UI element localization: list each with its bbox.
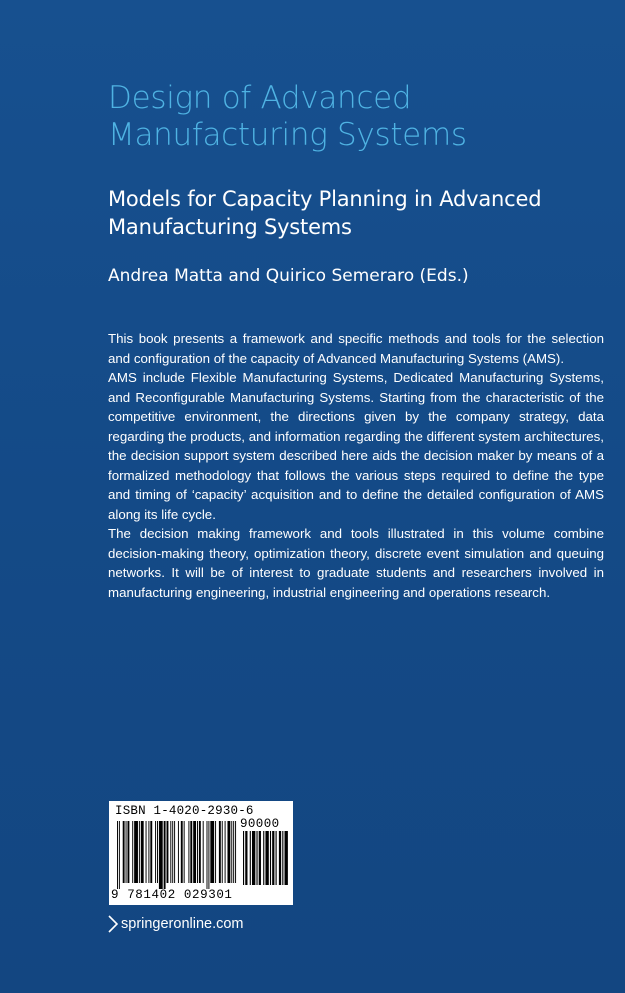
barcode-bar bbox=[172, 821, 173, 883]
barcode-bar bbox=[159, 821, 163, 889]
barcode-bar bbox=[285, 831, 288, 885]
barcode-bar bbox=[134, 821, 138, 883]
editors-line: Andrea Matta and Quirico Semeraro (Eds.) bbox=[108, 266, 469, 286]
book-description bbox=[108, 329, 604, 602]
barcode-bar bbox=[256, 831, 257, 885]
barcode-bar bbox=[245, 831, 247, 885]
barcode-bar bbox=[265, 831, 268, 885]
barcode-bar bbox=[170, 821, 171, 883]
barcode-bar bbox=[119, 821, 120, 889]
barcode-bar bbox=[188, 821, 189, 883]
barcode-bar bbox=[199, 821, 201, 883]
barcode-bar bbox=[155, 821, 156, 883]
barcode-bar bbox=[282, 831, 283, 885]
barcode-bar bbox=[252, 831, 255, 885]
barcode-bar bbox=[243, 831, 244, 885]
barcode-bar bbox=[231, 821, 232, 883]
barcode-bar bbox=[210, 821, 214, 883]
barcode-bar bbox=[167, 821, 169, 883]
barcode-bar bbox=[146, 821, 147, 883]
barcode-bar bbox=[181, 821, 183, 883]
addon-barcode-bars bbox=[243, 831, 289, 891]
barcode-bar bbox=[190, 821, 192, 883]
description-paragraph: The decision making framework and tools illustrated in this volume combine decision-making theory, optimization theory, discrete event simulation and queuing networks. It will be of interest to graduate students and researchers involved in manufacturing engineering, industrial engineering and operations research. bbox=[108, 526, 604, 600]
barcode-bar bbox=[235, 821, 236, 883]
barcode-bar bbox=[259, 831, 261, 885]
ean-digits: 9 781402 029301 bbox=[111, 888, 233, 902]
barcode-bar bbox=[193, 821, 196, 883]
chevron-right-icon bbox=[108, 915, 118, 933]
barcode-bar bbox=[174, 821, 175, 883]
barcode-bar bbox=[164, 821, 166, 889]
barcode-bar bbox=[117, 821, 118, 889]
series-title: Design of Advanced Manufacturing Systems bbox=[108, 80, 467, 153]
isbn-barcode bbox=[109, 801, 293, 905]
isbn-label: ISBN 1-4020-2930-6 bbox=[115, 804, 254, 818]
barcode-bar bbox=[178, 821, 179, 883]
description-paragraph: AMS include Flexible Manufacturing Systems, Dedicated Manufacturing Systems, and Reconfigurable Manufacturing Systems. Starting from the characteristic of the competitive environment, the directions given by the company strategy, data regarding the products, and information regarding the different system architectures, the decision support system described here aids the decision maker by means of a formalized methodology that follows the various steps required to define the type and timing of ‘capacity’ acquisition and to define the detailed configuration of AMS along its life cycle. bbox=[108, 370, 604, 522]
barcode-bar bbox=[263, 831, 264, 885]
barcode-bar bbox=[279, 831, 281, 885]
barcode-bar bbox=[272, 831, 274, 885]
barcode-bar bbox=[123, 821, 125, 883]
barcode-bar bbox=[222, 821, 223, 883]
barcode-bar bbox=[219, 821, 221, 883]
barcode-bar bbox=[233, 821, 234, 883]
barcode-bar bbox=[250, 831, 251, 885]
description-paragraph: This book presents a framework and specific methods and tools for the selection and configuration of the capacity of Advanced Manufacturing Systems (AMS). bbox=[108, 331, 604, 366]
barcode-bar bbox=[197, 821, 198, 883]
website-url[interactable]: springeronline.com bbox=[121, 916, 244, 932]
barcode-bar bbox=[208, 821, 209, 889]
barcode-bar bbox=[270, 831, 271, 885]
barcode-bar bbox=[127, 821, 129, 883]
barcode-bar bbox=[276, 831, 277, 885]
barcode-bar bbox=[148, 821, 149, 883]
publisher-website[interactable] bbox=[108, 915, 244, 933]
barcode-bar bbox=[203, 821, 204, 883]
barcode-bar bbox=[225, 821, 226, 883]
ean-barcode-bars bbox=[117, 821, 237, 889]
barcode-bar bbox=[157, 821, 158, 883]
barcode-bar bbox=[141, 821, 144, 883]
barcode-bar bbox=[139, 821, 140, 883]
price-code: 90000 bbox=[240, 817, 280, 831]
barcode-bar bbox=[215, 821, 216, 883]
barcode-bar bbox=[150, 821, 152, 883]
barcode-bar bbox=[207, 821, 208, 889]
book-subtitle: Models for Capacity Planning in Advanced Manufacturing Systems bbox=[108, 187, 542, 239]
barcode-bar bbox=[184, 821, 185, 883]
barcode-bar bbox=[132, 821, 133, 883]
barcode-bar bbox=[126, 821, 127, 883]
barcode-bar bbox=[227, 821, 230, 883]
